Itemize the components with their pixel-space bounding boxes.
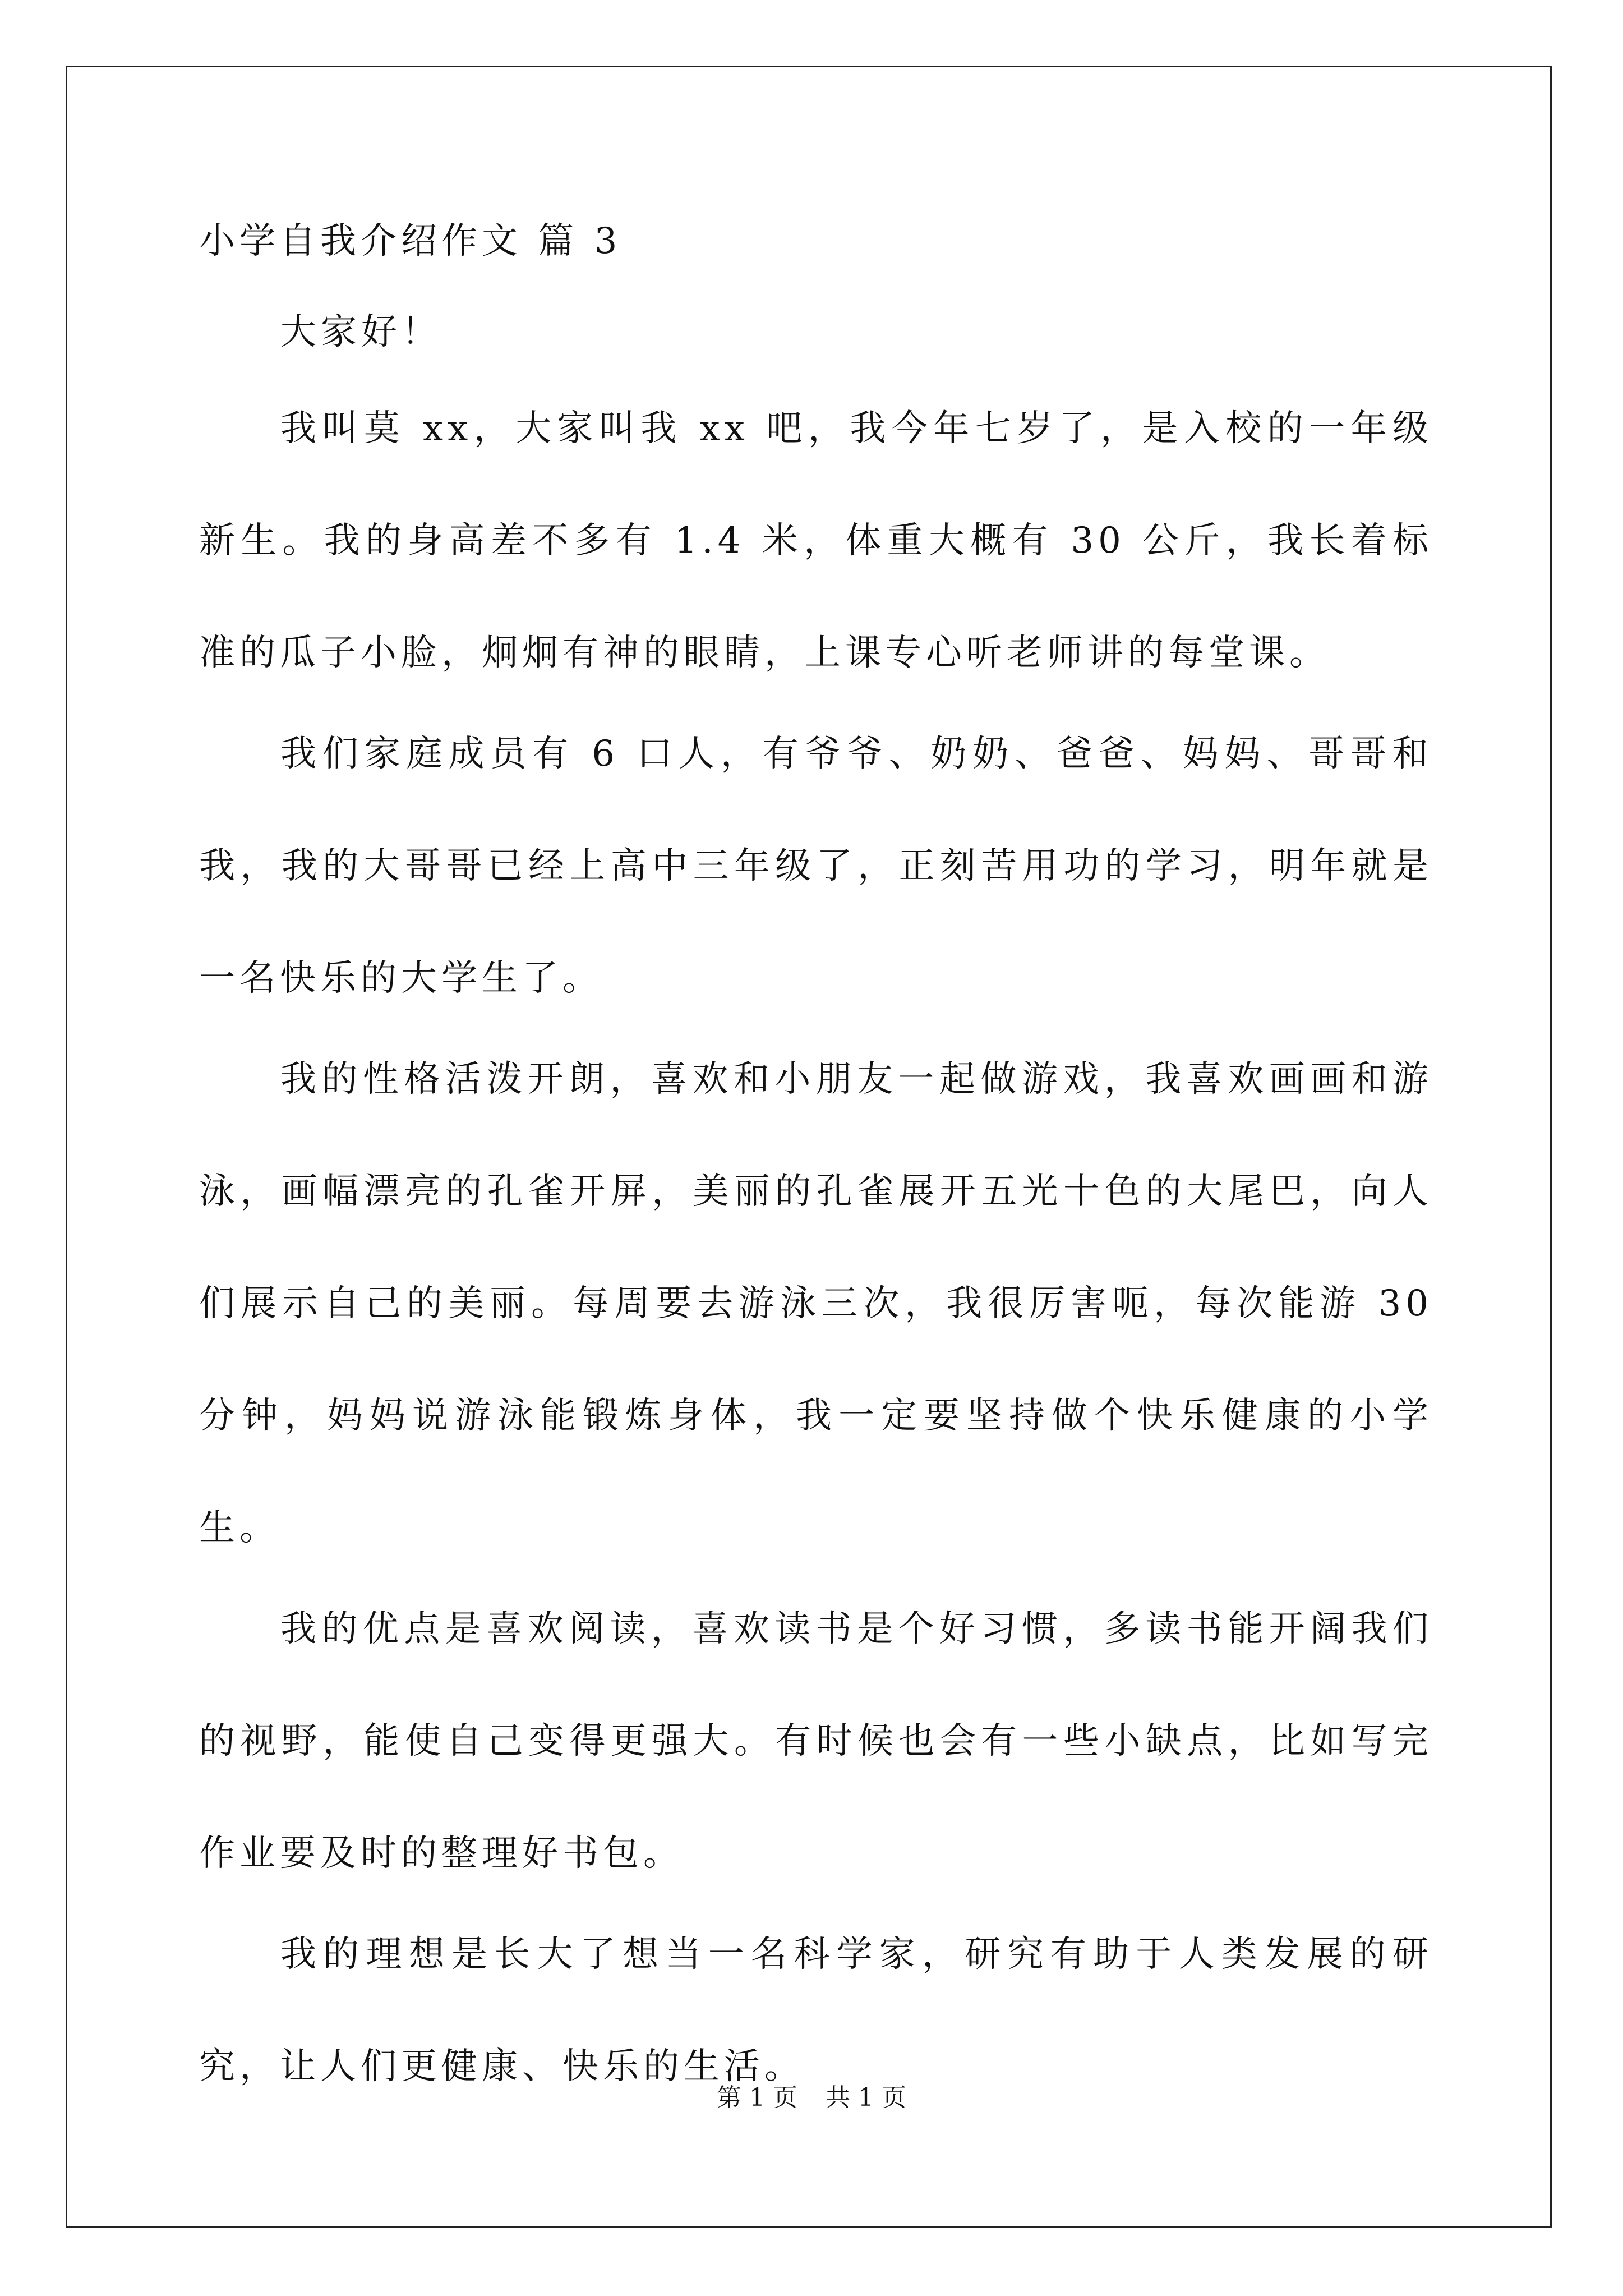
document-body	[199, 219, 1433, 2123]
greeting-paragraph: 大家好！	[280, 311, 442, 353]
page-number-total: 共 1 页	[826, 2083, 906, 2112]
body-paragraph-5: 我的理想是长大了想当一名科学家，研究有助于人类发展的研究，让人们更健康、快乐的生活。	[199, 1934, 1433, 2087]
page-number-current: 第 1 页	[717, 2083, 797, 2112]
document-title: 小学自我介绍作文 篇 3	[199, 220, 622, 262]
body-paragraph-3: 我的性格活泼开朗，喜欢和小朋友一起做游戏，我喜欢画画和游泳，画幅漂亮的孔雀开屏，美丽的孔雀展开五光十色的大尾巴，向人们展示自己的美丽。每周要去游泳三次，我很厉害呃，每次能游 30 分钟，妈妈说游泳能锻炼身体，我一定要坚持做个快乐健康的小学生。	[199, 1059, 1433, 1549]
body-paragraph-4: 我的优点是喜欢阅读，喜欢读书是个好习惯，多读书能开阔我们的视野，能使自己变得更强大。有时候也会有一些小缺点，比如写完作业要及时的整理好书包。	[199, 1608, 1433, 1874]
body-paragraph-1: 我叫莫 xx，大家叫我 xx 吧，我今年七岁了，是入校的一年级新生。我的身高差不多有 1.4 米，体重大概有 30 公斤，我长着标准的瓜子小脸，炯炯有神的眼睛，上课专心听老师讲的每堂课。	[199, 408, 1433, 674]
page-footer	[0, 2082, 1623, 2114]
body-paragraph-2: 我们家庭成员有 6 口人，有爷爷、奶奶、爸爸、妈妈、哥哥和我，我的大哥哥已经上高中三年级了，正刻苦用功的学习，明年就是一名快乐的大学生了。	[199, 733, 1433, 999]
